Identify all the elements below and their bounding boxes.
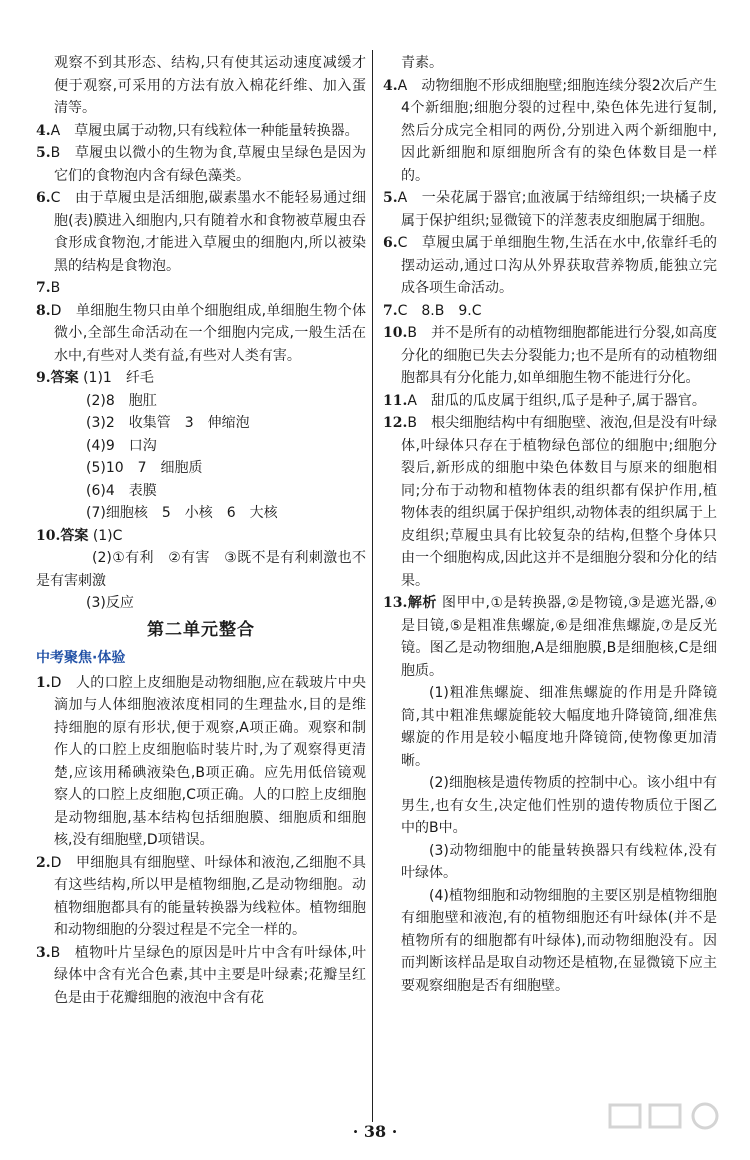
page-number: · 38 · <box>352 1122 398 1141</box>
answer-line: (4)9 口沟 <box>86 437 157 454</box>
answer-item-8 <box>36 300 366 368</box>
item-number: 3. <box>36 944 51 961</box>
answer-item-1 <box>36 672 366 852</box>
item-number: 9. <box>36 370 51 386</box>
answer-item-10 <box>36 525 366 548</box>
analysis-paragraph: (2)细胞核是遗传物质的控制中心。该小组中有男生,也有女生,决定他们性别的遗传物质位于图乙中的B中。 <box>401 775 717 836</box>
answer-item-5 <box>383 187 717 232</box>
answer-item-9 <box>36 367 366 390</box>
answer-item-12 <box>383 412 717 592</box>
item-text: C 由于草履虫是活细胞,碳素墨水不能轻易通过细胞(表)膜进入细胞内,只有随着水和食物被草履虫吞食形成食物泡,才能进入草履虫的细胞内,所以被染黑的结构是食物泡。 <box>50 190 366 274</box>
answer-label: 答案 <box>60 527 89 544</box>
answer-item-7 <box>36 277 366 300</box>
item-number: 8. <box>36 302 51 319</box>
item-number: 4. <box>383 77 398 94</box>
item-text: B 植物叶片呈绿色的原因是叶片中含有叶绿体,叶绿体中含有光合色素,其中主要是叶绿素;花瓣呈红色是由于花瓣细胞的液泡中含有花 <box>50 944 366 1006</box>
answer-item-4 <box>36 120 366 143</box>
item-number: 2. <box>36 854 51 871</box>
answer-line: (2)①有利 ②有害 ③既不是有利刺激也不是有害刺激 <box>36 550 366 589</box>
answer-line: (6)4 表膜 <box>86 482 157 499</box>
item-number: 4. <box>36 122 51 139</box>
item-number: 10. <box>36 527 61 544</box>
item-text: D 单细胞生物只由单个细胞组成,单细胞生物个体微小,全部生命活动在一个细胞内完成,一般生活在水中,有些对人类有益,有些对人类有害。 <box>50 302 366 364</box>
answer-item-10 <box>383 322 717 390</box>
answer-item-11 <box>383 390 717 413</box>
item-number: 11. <box>383 392 408 409</box>
section-title: 第二单元整合 <box>147 619 255 640</box>
answer-line: (3)2 收集管 3 伸缩泡 <box>86 415 250 431</box>
item-text: B 并不是所有的动植物细胞都能进行分裂,如高度分化的细胞已失去分裂能力;也不是所有的动植物细胞都具有分化能力,如单细胞生物不能进行分化。 <box>401 325 717 386</box>
item-number: 5. <box>36 145 51 161</box>
item-number: 7. <box>383 302 398 319</box>
analysis-paragraph: (4)植物细胞和动物细胞的主要区别是植物细胞有细胞壁和液泡,有的植物细胞还有叶绿体(并不是植物所有的细胞都有叶绿体),而动物细胞没有。因而判断该样品是取自动物还是植物,在显微镜下应主要观察细胞是否有细胞壁。 <box>401 887 717 994</box>
item-text: B <box>50 280 61 296</box>
answer-item-4 <box>383 75 717 188</box>
item-text: A 甜瓜的瓜皮属于组织,瓜子是种子,属于器官。 <box>407 392 706 409</box>
answer-line: (7)细胞核 5 小核 6 大核 <box>86 505 278 521</box>
answer-item-7-9 <box>383 300 717 323</box>
answer-item-6 <box>36 187 366 277</box>
item-number: 10. <box>383 325 408 341</box>
item-text: A 动物细胞不形成细胞壁;细胞连续分裂2次后产生4个新细胞;细胞分裂的过程中,染色体先进行复制,然后分成完全相同的两份,分别进入两个新细胞中,因此新细胞和原细胞所含有的染色体数目是一样的。 <box>397 77 717 184</box>
analysis-label: 解析 <box>407 595 437 611</box>
left-column <box>36 52 366 1009</box>
item-text: D 甲细胞具有细胞壁、叶绿体和液泡,乙细胞不具有这些结构,所以甲是植物细胞,乙是动物细胞。动植物细胞都具有的能量转换器为线粒体。植物细胞和动物细胞的分裂过程是不完全一样的。 <box>50 854 366 938</box>
analysis-paragraph: (1)粗准焦螺旋、细准焦螺旋的作用是升降镜筒,其中粗准焦螺旋能较大幅度地升降镜筒,细准焦螺旋的作用是较小幅度地升降镜筒,使物像更加清晰。 <box>401 685 717 769</box>
analysis-paragraph: (3)动物细胞中的能量转换器只有线粒体,没有叶绿体。 <box>401 842 717 881</box>
answer-line: (1)C <box>92 527 123 544</box>
answer-line: (5)10 7 细胞质 <box>86 460 203 476</box>
item-number: 13. <box>383 595 408 611</box>
column-divider <box>372 50 373 1122</box>
item-text: A 一朵花属于器官;血液属于结缔组织;一块橘子皮属于保护组织;显微镜下的洋葱表皮细胞属于细胞。 <box>397 190 717 229</box>
right-column <box>383 52 717 997</box>
item-text: B 草履虫以微小的生物为食,草履虫呈绿色是因为它们的食物泡内含有绿色藻类。 <box>50 145 366 184</box>
answer-item-6 <box>383 232 717 300</box>
item-number: 1. <box>36 674 51 691</box>
answer-line: (1)1 纤毛 <box>83 370 154 386</box>
answer-label: 答案 <box>50 370 79 386</box>
answer-item-13 <box>383 592 717 682</box>
item-text: C 草履虫属于单细胞生物,生活在水中,依靠纤毛的摆动运动,通过口沟从外界获取营养物质,能独立完成各项生命活动。 <box>397 235 717 296</box>
item-text: C 8.B 9.C <box>397 302 482 319</box>
item-number: 12. <box>383 415 408 431</box>
answer-item-2 <box>36 852 366 942</box>
item-number: 6. <box>383 235 398 251</box>
answer-item-3 <box>36 942 366 1010</box>
subsection-heading: 中考聚焦·体验 <box>36 650 126 666</box>
item-text: 图甲中,①是转换器,②是物镜,③是遮光器,④是目镜,⑤是粗准焦螺旋,⑥是细准焦螺旋,⑦是反光镜。图乙是动物细胞,A是细胞膜,B是细胞核,C是细胞质。 <box>401 595 718 679</box>
item-text: B 根尖细胞结构中有细胞壁、液泡,但是没有叶绿体,叶绿体只存在于植物绿色部位的细胞中;细胞分裂后,新形成的细胞中染色体数目与原来的细胞相同;分布于动物和植物体表的组织都有保护作用,植物体表的组织属于保护组织,动物体表的组织属于上皮组织;草履虫具有比较复杂的结构,但整个身体只由一个细胞构成,因此这并不是细胞分裂和分化的结果。 <box>401 415 717 589</box>
item-text: D 人的口腔上皮细胞是动物细胞,应在载玻片中央滴加与人体细胞液浓度相同的生理盐水,目的是维持细胞的原有形状,便于观察,A项正确。观察和制作人的口腔上皮细胞临时装片时,为了观察得更清楚,应该用稀碘液染色,B项正确。应先用低倍镜观察人的口腔上皮细胞,C项正确。人的口腔上皮细胞是动物细胞,基本结构包括细胞膜、细胞质和细胞核,没有细胞壁,D项错误。 <box>50 674 366 848</box>
item-number: 7. <box>36 280 51 296</box>
item-number: 6. <box>36 190 51 206</box>
answer-item-5 <box>36 142 366 187</box>
continued-text: 青素。 <box>401 55 443 71</box>
watermark-logo <box>600 1095 740 1155</box>
item-text: A 草履虫属于动物,只有线粒体一种能量转换器。 <box>50 122 359 139</box>
item-number: 5. <box>383 190 398 206</box>
answer-line: (2)8 胞肛 <box>86 392 157 409</box>
continued-text: 观察不到其形态、结构,只有使其运动速度减缓才便于观察,可采用的方法有放入棉花纤维、加入蛋清等。 <box>54 55 366 116</box>
answer-line: (3)反应 <box>86 595 134 611</box>
